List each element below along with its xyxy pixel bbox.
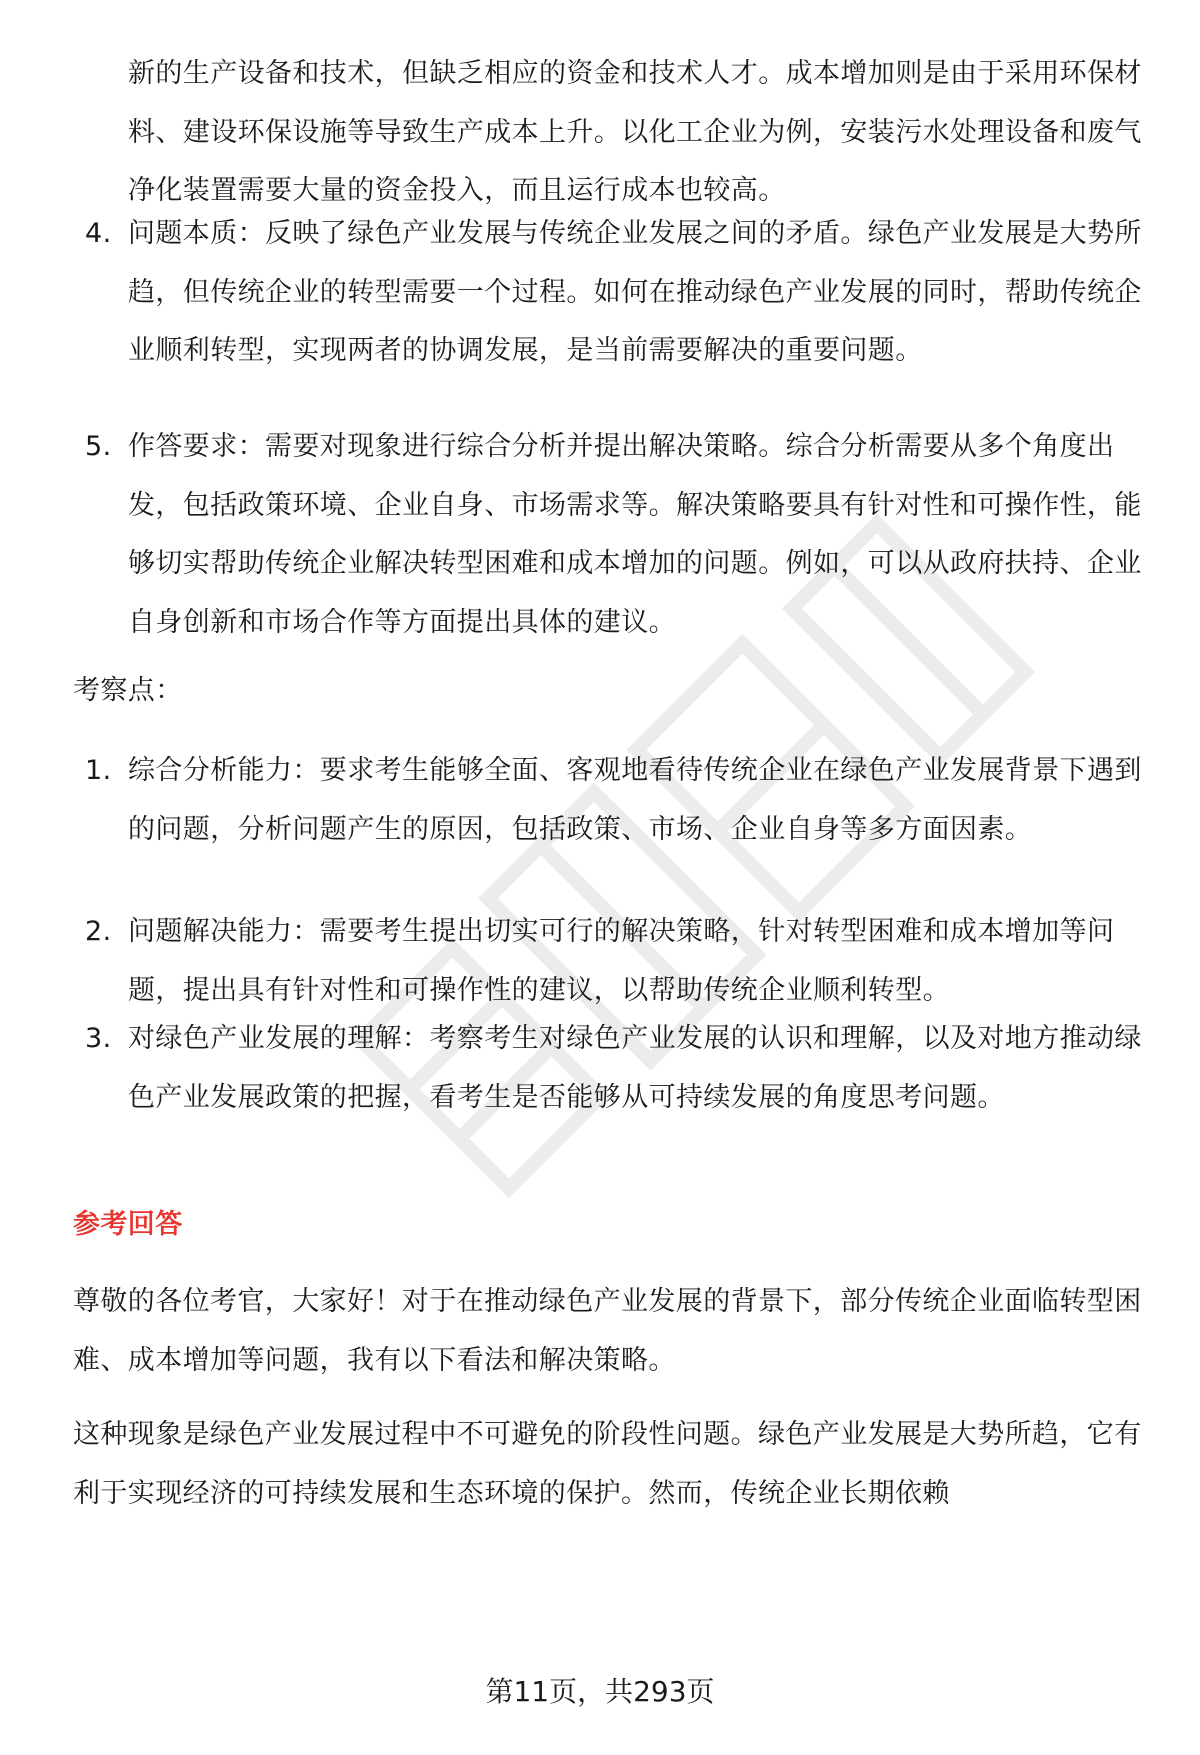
- list-item: [73, 1010, 1145, 1127]
- list-item-number: 5.: [85, 431, 112, 462]
- page-number-footer: 第11页，共293页: [485, 1675, 715, 1708]
- list-item-number: 3.: [85, 1023, 112, 1054]
- list-item-number: 2.: [85, 916, 112, 947]
- list-item: [73, 205, 1145, 381]
- list-item-text: 对绿色产业发展的理解：考察考生对绿色产业发展的认识和理解，以及对地方推动绿色产业发展政策的把握，看考生是否能够从可持续发展的角度思考问题。: [128, 1023, 1142, 1113]
- answer-paragraph: 这种现象是绿色产业发展过程中不可避免的阶段性问题。绿色产业发展是大势所趋，它有利于实现经济的可持续发展和生态环境的保护。然而，传统企业长期依赖: [73, 1419, 1142, 1509]
- continued-paragraph: 新的生产设备和技术，但缺乏相应的资金和技术人才。成本增加则是由于采用环保材料、建设环保设施等导致生产成本上升。以化工企业为例，安装污水处理设备和废气净化装置需要大量的资金投入，而且运行成本也较高。: [128, 58, 1142, 206]
- list-item-text: 问题本质：反映了绿色产业发展与传统企业发展之间的矛盾。绿色产业发展是大势所趋，但传统企业的转型需要一个过程。如何在推动绿色产业发展的同时，帮助传统企业顺利转型，实现两者的协调发展，是当前需要解决的重要问题。: [128, 218, 1142, 366]
- list-item-number: 1.: [85, 755, 112, 786]
- list-item: [73, 418, 1145, 652]
- kaocha-heading: 考察点：: [73, 675, 183, 706]
- answer-heading: 参考回答: [73, 1209, 183, 1240]
- list-item-text: 问题解决能力：需要考生提出切实可行的解决策略，针对转型困难和成本增加等问题，提出具有针对性和可操作性的建议，以帮助传统企业顺利转型。: [128, 916, 1115, 1006]
- list-item-text: 作答要求：需要对现象进行综合分析并提出解决策略。综合分析需要从多个角度出发，包括政策环境、企业自身、市场需求等。解决策略要具有针对性和可操作性，能够切实帮助传统企业解决转型困难和成本增加的问题。例如，可以从政府扶持、企业自身创新和市场合作等方面提出具体的建议。: [128, 431, 1142, 638]
- answer-paragraph: 尊敬的各位考官，大家好！对于在推动绿色产业发展的背景下，部分传统企业面临转型困难、成本增加等问题，我有以下看法和解决策略。: [73, 1286, 1142, 1376]
- list-item: [73, 742, 1145, 859]
- list-item-number: 4.: [85, 218, 112, 249]
- list-item: [73, 903, 1145, 1020]
- list-item-text: 综合分析能力：要求考生能够全面、客观地看待传统企业在绿色产业发展背景下遇到的问题，分析问题产生的原因，包括政策、市场、企业自身等多方面因素。: [128, 755, 1142, 845]
